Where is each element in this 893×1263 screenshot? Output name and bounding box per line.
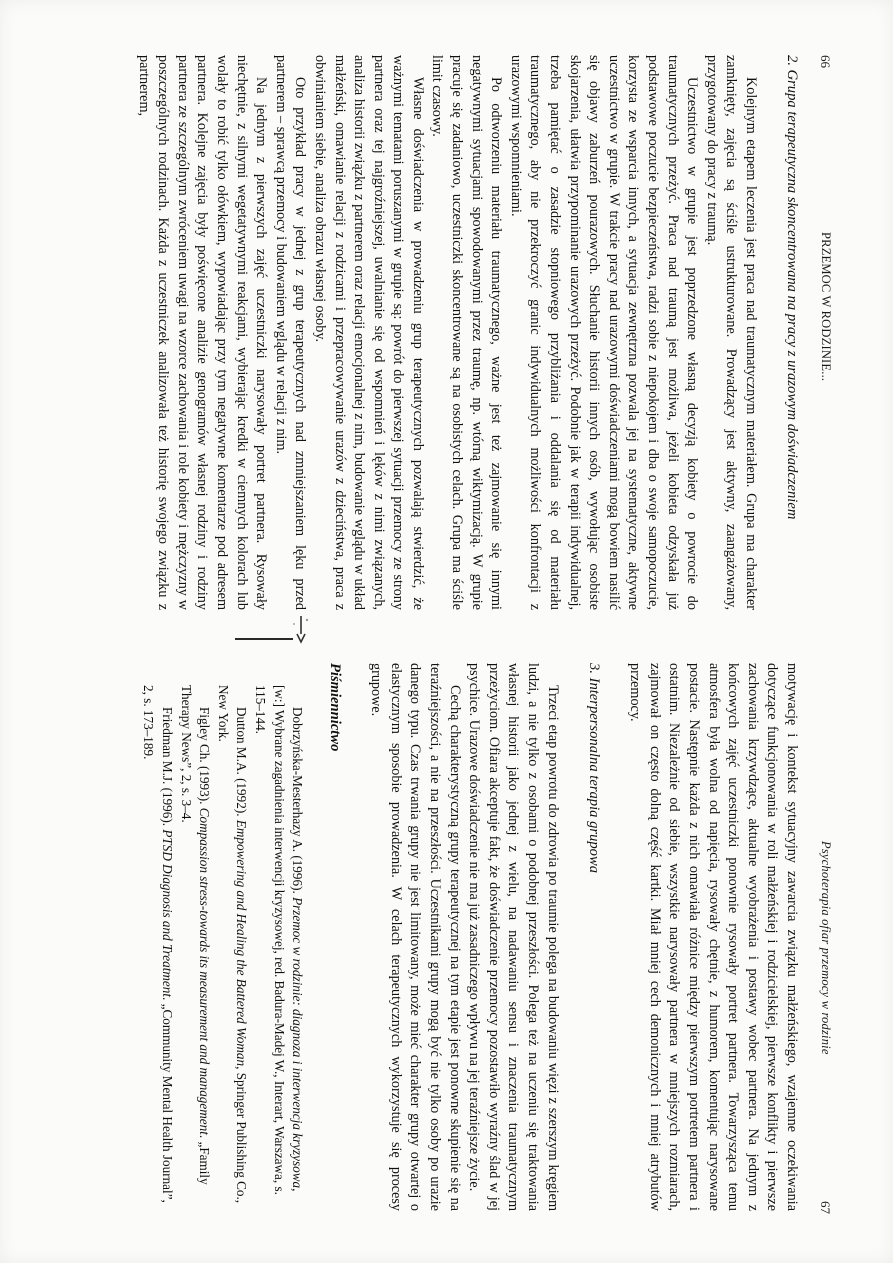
page-number-right: 67	[818, 1201, 833, 1214]
reference-rest: , Springer Publishing Co., New York.	[215, 685, 250, 1204]
reference-rest: . „Family Therapy News”, 2, s. 3–4.	[178, 685, 213, 1185]
paragraph: Po odtworzeniu materiału traumatycznego, ważne jest też zajmowanie się innymi negatywnymi sytuacjami spowodowanymi przez traumę, np. wtórną wiktymizacją. W grupie pracuje się zadaniowo, uczestniczki skoncentrowane są na osobistych celach. Grupa ma ściśle limit czasowy.	[429, 55, 505, 610]
right-page-body	[139, 663, 801, 1211]
paragraph: Własne doświadczenia w prowadzeniu grup terapeutycznych pozwalają stwierdzić, że ważnymi tematami poruszanymi w grupie są: powrót do pierwszej sytuacji przemocy ze strony partnera oraz tej najgroźniejszej, uwalnianie się od wspomnień i lęków z nimi związanych, analiza historii związku z partnerem oraz relacji emocjonalnej z nim, budowanie wglądu w układ małżeński, omawianie relacji z rodzicami i przepracowywanie urazów z dzieciństwa, praca z obwinianiem siebie, analiza obrazu własnej osoby.	[311, 55, 426, 610]
left-page	[0, 0, 893, 612]
paragraph: Uczestnictwo w grupie jest poprzedzone własną decyzją kobiety o powrocie do traumatycznych przeżyć. Praca nad traumą jest możliwa, jeżeli kobieta odzyskała już podstawowe poczucie bezpieczeństwa, radzi sobie z niepokojem i dba o swoje samopoczucie, korzysta ze wsparcia innych, a sytuacja zewnętrzna pozwala jej na systematyczne, aktywne uczestnictwo w grupie. W trakcie pracy nad urazowymi doświadczeniami mogą bowiem nasilić się objawy zaburzeń pourazowych. Słuchanie historii innych osób, wywołując osobiste skojarzenia, ułatwia przypominanie urazowych przeżyć. Podobnie jak w terapii indywidualnej, trzeba pamiętać o zasadzie stopniowego przybliżania i oddalania się od materiału traumatycznego, aby nie przekroczyć granic indywidualnych możliwości konfrontacji z urazowymi wspomnieniami.	[507, 55, 701, 610]
reference-lead: Dutton M.A. (1992).	[234, 707, 250, 820]
reference-item	[176, 663, 213, 1211]
reference-title: Przemoc w rodzinie: diagnoza i interwencja kryzysowa	[290, 897, 306, 1189]
section-heading-2: 2. Grupa terapeutyczna skoncentrowana na pracy z urazowym doświadczeniem	[784, 55, 800, 520]
reference-lead: Friedman M.J. (1996).	[159, 707, 175, 830]
reference-rest: , [w:] Wybrane zagadnienia interwencji kryzysowej, red. Badura-Madej W., Interart, Warszawa, s. 115–144.	[252, 685, 306, 1195]
paragraph: Cechą charakterystyczną grupy terapeutycznej na tym etapie jest ponowne skupienie się na teraźniejszości, a nie na przeszłości. Uczestnikami grupy mogą być nie tylko osoby po urazie danego typu. Czas trwania grupy nie jest limitowany, może mieć charakter grupy otwartej o elastycznym sposobie prowadzenia. W celach terapeutycznych wykorzystuje się procesy grupowe.	[368, 663, 463, 1211]
reference-lead: Figley Ch. (1993).	[197, 707, 213, 808]
page-number-left: 66	[818, 55, 833, 68]
section-heading-3: 3. Interpersonalna terapia grupowa	[585, 663, 602, 873]
paragraph: Kolejnym etapem leczenia jest praca nad traumatycznym materiałem. Grupa ma charakter zamknięty, zajęcia są ściśle ustrukturowane. Prowadzący jest aktywny, zaangażowany, przygotowany do pracy z traumą.	[703, 55, 759, 610]
reference-title: Compassion stress-towards its measurement and management	[197, 807, 213, 1135]
left-page-body	[133, 55, 801, 610]
bibliography-heading: Piśmiennictwo	[326, 663, 343, 752]
reference-item	[139, 663, 176, 1211]
reference-rest: . „Community Mental Health Journal”, 2, s. 173–189.	[141, 685, 175, 1203]
running-head-right: Psychoterapia ofiar przemocy w rodzinie	[819, 841, 833, 1055]
right-page	[0, 651, 893, 1263]
reference-item	[213, 663, 250, 1211]
gutter-crease	[235, 638, 293, 640]
paragraph: Oto przykład pracy w jednej z grup terapeutycznych nad zmniejszaniem lęku przed partnerem – sprawcą przemocy i budowaniem wglądu w relacji z nim.	[272, 55, 309, 610]
paragraph: Trzeci etap powrotu do zdrowia po traumie polega na budowaniu więzi z szerszym kręgiem ludzi, a nie tylko z osobami o podobnej przeszłości. Polega też na uczeniu się traktowania własnej historii jako jednej z wielu, na nadawaniu sensu i znaczenia traumatycznym przeżyciom. Ofiara akceptuje fakt, że doświadczenie przemocy pozostawiło wyraźny ślad w jej psychice. Urazowe doświadczenie nie ma już zasadniczego wpływu na jej teraźniejsze życie.	[466, 663, 561, 1211]
reference-item	[250, 663, 306, 1211]
gutter-mark-icon	[289, 612, 313, 652]
reference-title: Empowering and Healing the Battered Woman	[234, 819, 250, 1067]
paragraph: Na jednym z pierwszych zajęć uczestniczki narysowały portret partnera. Rysowały niechętnie, z silnymi wegetatywnymi reakcjami, wybierając kredki w ciemnych kolorach lub wolały to robić tylko ołówkiem, wypowiadając przy tym negatywne komentarze pod adresem partnera. Kolejne zajęcia były poświęcone analizie genogramów własnej rodziny i rodziny partnera ze szczególnym zwróceniem uwagi na wzorce zachowania i role kobiety i mężczyzny w poszczególnych rodzinach. Każda z uczestniczek analizowała też historię swojego związku z partnerem,	[135, 55, 270, 610]
running-head-left: PRZEMOC W RODZINIE...	[819, 232, 833, 382]
reference-lead: Dobrzyńska-Mesterhazy A. (1996).	[290, 707, 306, 898]
paragraph: motywację i kontekst sytuacyjny zawarcia związku małżeńskiego, wzajemne oczekiwania dotyczące funkcjonowania w roli małżeńskiej i rodzicielskiej, pierwsze konflikty i pierwsze zachowania krzywdzące, aktualne wyobrażenia i postawy wobec partnera. Na jednym z końcowych zajęć uczestniczki ponownie rysowały portret partnera. Towarzysząca temu atmosfera była wolna od napięcia, rysowały chętnie, z humorem, komentując narysowane postacie. Następnie każda z nich omawiała różnice między pierwszym portretem partnera i ostatnim. Niezależnie od siebie, wszystkie narysowały partnera w mniejszych rozmiarach, zajmował on często dolną część kartki. Miał mniej cech demonicznych i mniej atrybutów przemocy.	[627, 663, 800, 1211]
reference-title: PTSD Diagnosis and Treatment	[159, 829, 175, 998]
